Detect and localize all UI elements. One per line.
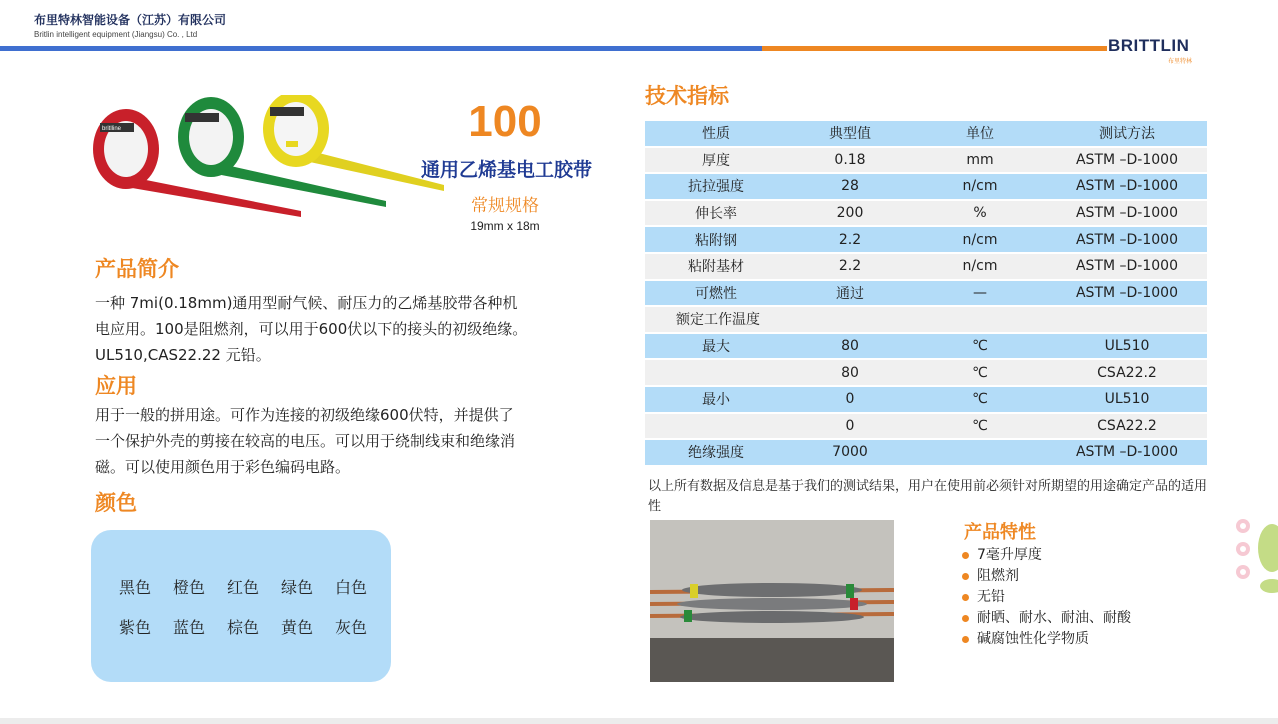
- color-item: 橙色: [173, 578, 206, 597]
- table-cell: UL510: [1047, 334, 1207, 359]
- application-line: 用于一般的拼用途。可作为连接的初级绝缘600伏特，并提供了: [95, 406, 514, 424]
- cable-photo: [650, 520, 894, 682]
- table-row: [645, 414, 1207, 439]
- table-cell: n/cm: [913, 227, 1047, 252]
- tape-roll-label: britlline: [102, 126, 122, 132]
- table-cell: UL510: [1047, 387, 1207, 412]
- table-cell: 绝缘强度: [645, 440, 787, 465]
- table-cell: ASTM –D-1000: [1047, 281, 1207, 306]
- table-row: [645, 201, 1207, 226]
- feature-text: 阻燃剂: [977, 568, 1019, 584]
- table-cell: 粘附钢: [645, 227, 787, 252]
- table-cell: 80: [787, 360, 913, 385]
- feature-text: 7毫升厚度: [977, 547, 1042, 563]
- table-cell: 28: [787, 174, 913, 199]
- list-item: [962, 587, 1131, 608]
- table-cell: ASTM –D-1000: [1047, 201, 1207, 226]
- table-cell: 最大: [645, 334, 787, 359]
- table-cell: 0.18: [787, 148, 913, 173]
- table-cell: ASTM –D-1000: [1047, 254, 1207, 279]
- color-item: 绿色: [281, 578, 314, 597]
- product-number: 100: [468, 97, 542, 146]
- table-cell: 200: [787, 201, 913, 226]
- table-cell: —: [913, 281, 1047, 306]
- application-heading: 应用: [95, 374, 137, 398]
- table-cell: ASTM –D-1000: [1047, 174, 1207, 199]
- table-cell: %: [913, 201, 1047, 226]
- table-row: [645, 148, 1207, 173]
- header-bar-orange: [762, 46, 1107, 51]
- table-row: [645, 254, 1207, 279]
- table-cell: 可燃性: [645, 281, 787, 306]
- table-cell: 0: [787, 414, 913, 439]
- table-row: [645, 174, 1207, 199]
- application-line: 磁。可以使用颜色用于彩色编码电路。: [95, 458, 351, 476]
- table-cell: 2.2: [787, 227, 913, 252]
- bullet-icon: [962, 636, 969, 643]
- table-cell: 伸长率: [645, 201, 787, 226]
- table-cell: CSA22.2: [1047, 360, 1207, 385]
- spec-title: 常规规格: [471, 196, 539, 216]
- spec-value: 19mm x 18m: [470, 219, 540, 233]
- table-row: [645, 440, 1207, 465]
- color-item: 灰色: [335, 618, 368, 637]
- table-cell: CSA22.2: [1047, 414, 1207, 439]
- table-cell: [787, 307, 913, 332]
- color-item: 黄色: [281, 618, 314, 637]
- list-item: [962, 608, 1131, 629]
- header-bar-blue: [0, 46, 762, 51]
- colors-heading: 颜色: [95, 491, 137, 515]
- intro-text: [95, 290, 595, 368]
- table-row: [645, 227, 1207, 252]
- tape-rolls-image: [86, 95, 446, 225]
- color-item: 白色: [335, 578, 368, 597]
- brand-logo-sub: 布里特林: [1168, 58, 1193, 65]
- table-header-cell: 测试方法: [1047, 121, 1207, 146]
- table-header-cell: 单位: [913, 121, 1047, 146]
- intro-line: 一种 7mi(0.18mm)通用型耐气候、耐压力的乙烯基胶带各种机: [95, 294, 518, 312]
- feature-text: 耐晒、耐水、耐油、耐酸: [977, 610, 1131, 626]
- feature-text: 无铅: [977, 589, 1005, 605]
- table-header-cell: 性质: [645, 121, 787, 146]
- table-cell: 7000: [787, 440, 913, 465]
- colors-row: [119, 575, 371, 598]
- tech-spec-table: [645, 119, 1207, 467]
- table-cell: [645, 414, 787, 439]
- table-cell: [645, 360, 787, 385]
- table-row: [645, 360, 1207, 385]
- table-cell: ℃: [913, 334, 1047, 359]
- table-cell: ASTM –D-1000: [1047, 227, 1207, 252]
- table-cell: ℃: [913, 387, 1047, 412]
- table-row: [645, 387, 1207, 412]
- bullet-icon: [962, 594, 969, 601]
- table-cell: mm: [913, 148, 1047, 173]
- color-item: 红色: [227, 578, 260, 597]
- features-heading: 产品特性: [964, 522, 1036, 543]
- intro-heading: 产品简介: [95, 257, 179, 281]
- table-row: [645, 281, 1207, 306]
- company-name-en: Britlin intelligent equipment (Jiangsu) Co. , Ltd: [34, 30, 198, 39]
- intro-line: UL510,CAS22.22 元铅。: [95, 346, 271, 364]
- table-row: [645, 307, 1207, 332]
- table-cell: 抗拉强度: [645, 174, 787, 199]
- table-cell: ℃: [913, 414, 1047, 439]
- table-cell: 最小: [645, 387, 787, 412]
- color-item: 黑色: [119, 578, 152, 597]
- table-row: [645, 334, 1207, 359]
- table-cell: [913, 440, 1047, 465]
- list-item: [962, 566, 1131, 587]
- color-item: 棕色: [227, 618, 260, 637]
- color-item: 紫色: [119, 618, 152, 637]
- table-cell: [913, 307, 1047, 332]
- features-list: [962, 545, 1131, 650]
- bullet-icon: [962, 573, 969, 580]
- list-item: [962, 629, 1131, 650]
- table-cell: 厚度: [645, 148, 787, 173]
- table-cell: 80: [787, 334, 913, 359]
- colors-row: [119, 615, 371, 638]
- application-text: [95, 402, 595, 480]
- footer-line: [0, 718, 1278, 724]
- product-name: 通用乙烯基电工胶带: [420, 159, 592, 181]
- tech-heading: 技术指标: [645, 84, 729, 108]
- table-header-cell: 典型值: [787, 121, 913, 146]
- colors-box: [91, 530, 391, 682]
- table-cell: 额定工作温度: [645, 307, 787, 332]
- bullet-icon: [962, 552, 969, 559]
- table-cell: 0: [787, 387, 913, 412]
- intro-line: 电应用。100是阻燃剂，可以用于600伏以下的接头的初级绝缘。: [95, 320, 528, 338]
- bullet-icon: [962, 615, 969, 622]
- disclaimer-note: 以上所有数据及信息是基于我们的测试结果，用户在使用前必须针对所期望的用途确定产品的适用性: [648, 479, 1208, 514]
- table-cell: ASTM –D-1000: [1047, 148, 1207, 173]
- table-header-row: [645, 121, 1207, 146]
- feature-text: 碱腐蚀性化学物质: [977, 631, 1089, 647]
- table-cell: n/cm: [913, 254, 1047, 279]
- application-line: 一个保护外壳的剪接在较高的电压。可以用于绕制线束和绝缘消: [95, 432, 516, 450]
- table-cell: 粘附基材: [645, 254, 787, 279]
- table-cell: ASTM –D-1000: [1047, 440, 1207, 465]
- table-cell: 2.2: [787, 254, 913, 279]
- brand-logo: BRITTLIN: [1108, 36, 1190, 55]
- table-cell: ℃: [913, 360, 1047, 385]
- table-cell: 通过: [787, 281, 913, 306]
- color-item: 蓝色: [173, 618, 206, 637]
- list-item: [962, 545, 1131, 566]
- company-name-cn: 布里特林智能设备（江苏）有限公司: [34, 13, 227, 27]
- table-cell: [1047, 307, 1207, 332]
- table-cell: n/cm: [913, 174, 1047, 199]
- mascot-icon: [1228, 508, 1278, 593]
